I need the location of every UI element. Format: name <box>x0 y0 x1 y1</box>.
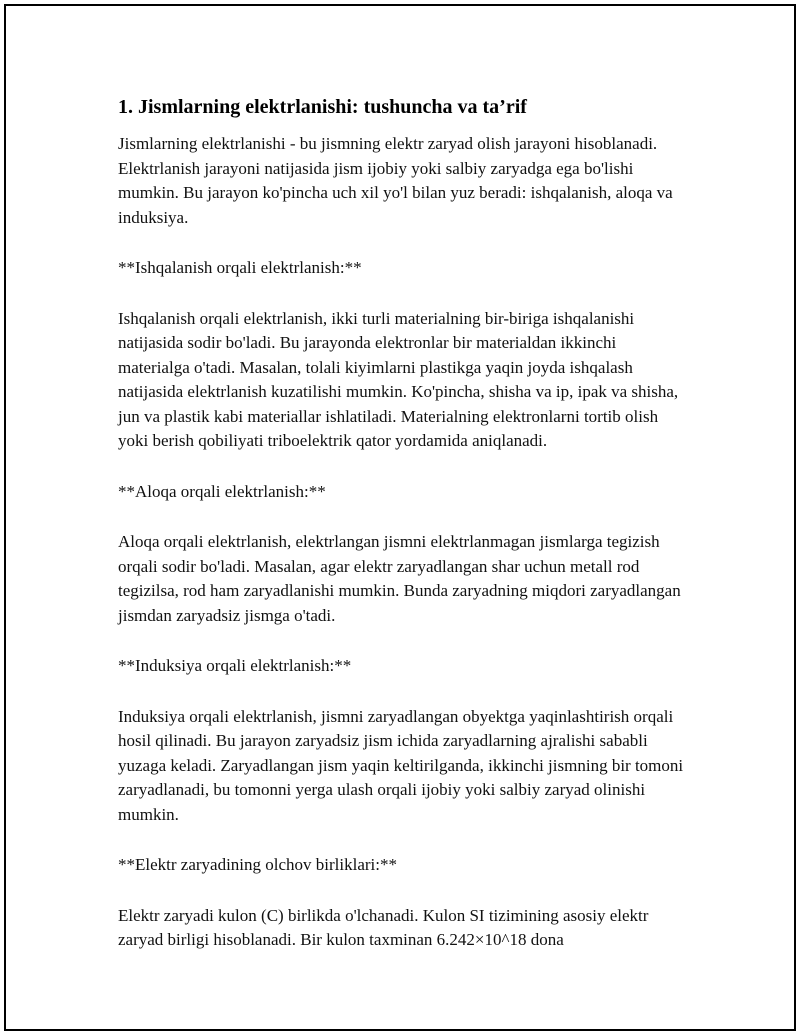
heading-contact: **Aloqa orqali elektrlanish:** <box>118 481 326 501</box>
heading-units: **Elektr zaryadining olchov birliklari:** <box>118 855 398 874</box>
paragraph-induction: Induksiya orqali elektrlanish, jismni zaryadlangan obyektga yaqinlashtirish orqali hosil qilinadi. Bu jarayon zaryadsiz jism ichida zaryadlarning ajralishi sababli yuzaga keladi. Zaryadlangan jism yaqin keltirilganda, ikkinchi jismning bir tomoni zaryadlanadi, bu tomonni yerga ulash orqali ijobiy yoki salbiy zaryad olinishi mumkin. <box>118 706 684 824</box>
paragraph-units: Elektr zaryadi kulon (C) birlikda o'lchanadi. Kulon SI tizimining asosiy elektr zaryad birligi hisoblanadi. Bir kulon taxminan 6.242×10^18 dona <box>118 905 649 949</box>
heading-induction: **Induksiya orqali elektrlanish:** <box>118 656 352 675</box>
paragraph-friction: Ishqalanish orqali elektrlanish, ikki turli materialning bir-biriga ishqalanishi natijasida sodir bo'ladi. Bu jarayonda elektronlar bir materialdan ikkinchi materialga o'tadi. Masalan, tolali kiyimlarni plastikga yaqin joyda ishqalash natijasida elektrlanish kuzatilishi mumkin. Ko'pincha, shisha va ip, ipak va shisha, jun va plastik kabi materiallar ishlatiladi. Materialning elektronlarni tortib olish yoki berish qobiliyati triboelektrik qator yordamida aniqlanadi. <box>118 308 679 450</box>
document-body <box>118 94 688 953</box>
paragraph-contact: Aloqa orqali elektrlanish, elektrlangan jismni elektrlanmagan jismlarga tegizish orqali sodir bo'ladi. Masalan, agar elektr zaryadlangan shar uchun metall rod tegizilsa, rod ham zaryadlanishi mumkin. Bunda zaryadning miqdori zaryadlangan jismdan zaryadsiz jismga o'tadi. <box>118 532 681 625</box>
document-title: 1. Jismlarning elektrlanishi: tushuncha va ta’rif <box>118 96 527 118</box>
heading-friction: **Ishqalanish orqali elektrlanish:** <box>118 258 362 277</box>
paragraph-intro: Jismlarning elektrlanishi - bu jismning elektr zaryad olish jarayoni hisoblanadi. Elektrlanish jarayoni natijasida jism ijobiy yoki salbiy zaryadga ega bo'lishi mumkin. Bu jarayon ko'pincha uch xil yo'l bilan yuz beradi: ishqalanish, aloqa va induksiya. <box>118 134 673 227</box>
